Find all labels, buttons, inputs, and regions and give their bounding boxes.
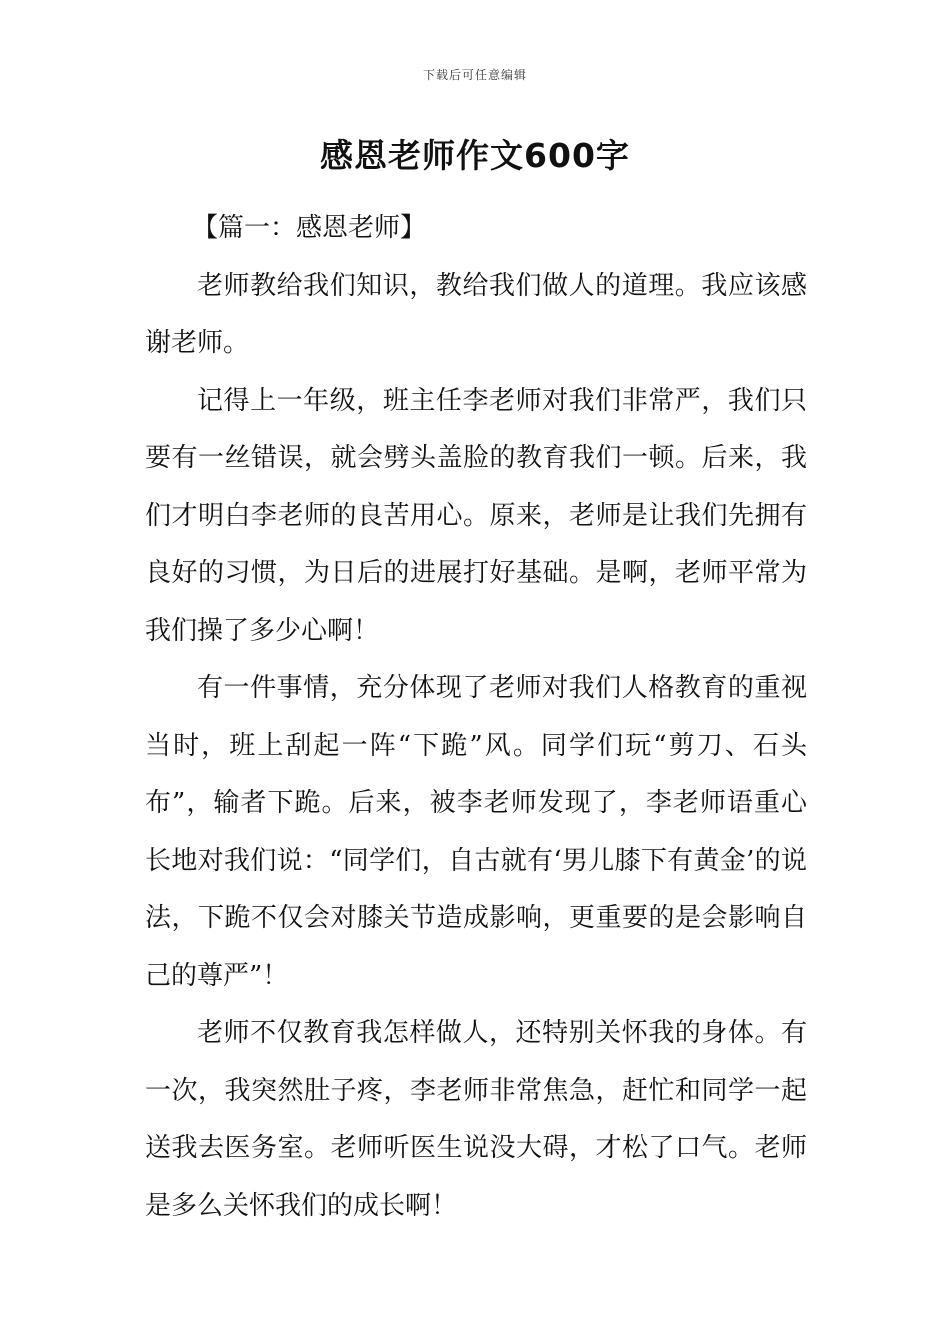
- header-note: 下载后可任意编辑: [422, 68, 527, 82]
- paragraph: 有一件事情，充分体现了老师对我们人格教育的重视当时，班上刮起一阵“下跪”风。同学们玩“剪刀、石头布”，输者下跪。后来，被李老师发现了，李老师语重心长地对我们说：“同学们，自古就有‘男儿膝下有黄金’的说法，下跪不仅会对膝关节造成影响，更重要的是会影响自己的尊严”！: [145, 673, 807, 991]
- section-heading: 【篇一：感恩老师】: [192, 213, 427, 243]
- paragraph: 老师不仅教育我怎样做人，还特别关怀我的身体。有一次，我突然肚子疼，李老师非常焦急，赶忙和同学一起送我去医务室。老师听医生说没大碍，才松了口气。老师是多么关怀我们的成长啊！: [145, 1018, 807, 1221]
- paragraph: 记得上一年级，班主任李老师对我们非常严，我们只要有一丝错误，就会劈头盖脸的教育我们一顿。后来，我们才明白李老师的良苦用心。原来，老师是让我们先拥有良好的习惯，为日后的进展打好基础。是啊，老师平常为我们操了多少心啊！: [145, 385, 807, 646]
- document-title: 感恩老师作文600字: [320, 136, 630, 175]
- paragraph: 老师教给我们知识，教给我们做人的道理。我应该感谢老师。: [145, 270, 807, 358]
- document-body: [145, 200, 807, 1235]
